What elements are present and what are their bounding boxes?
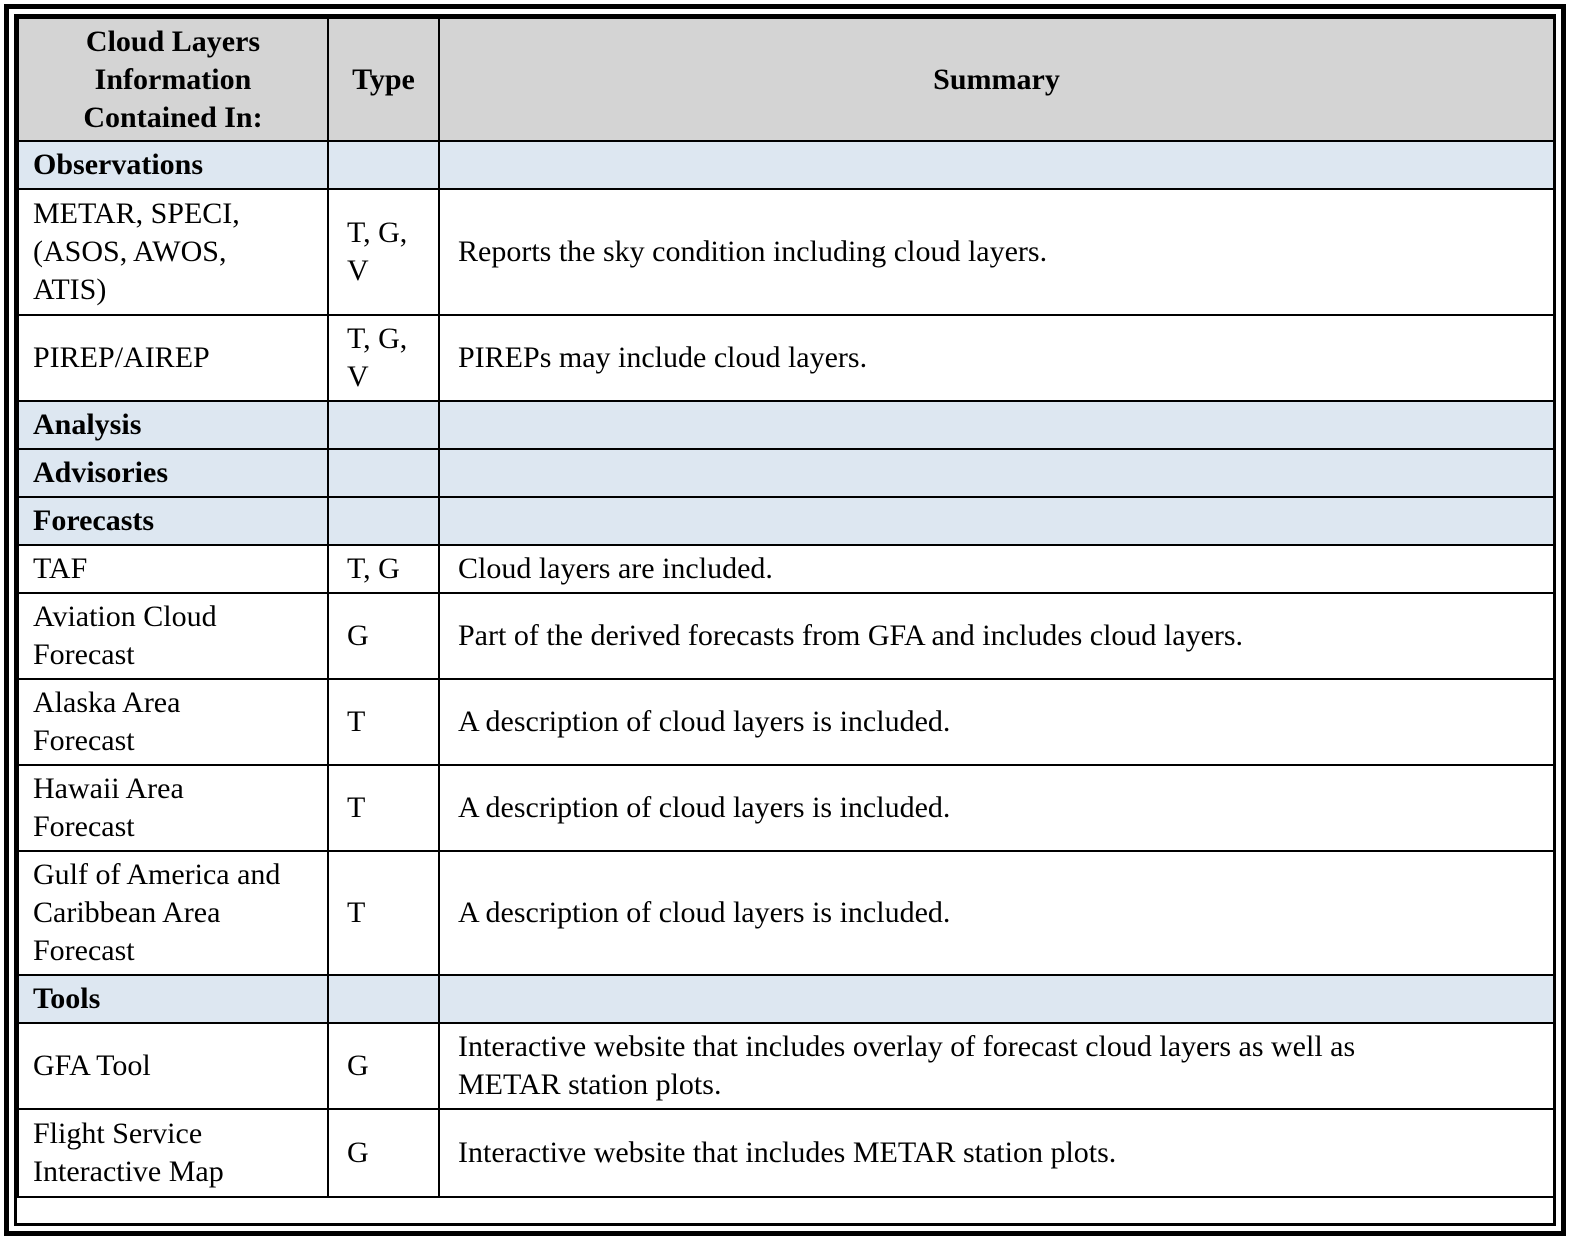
header-source: Cloud Layers Information Contained In:: [18, 18, 328, 141]
type-cell: T, G, V: [328, 189, 439, 315]
type-cell: T: [328, 765, 439, 851]
table-row: [18, 765, 1554, 851]
summary-cell: A description of cloud layers is included.: [439, 851, 1554, 975]
type-cell: G: [328, 1109, 439, 1197]
table-row: [18, 545, 1554, 593]
type-cell: T: [328, 851, 439, 975]
source-cell: Gulf of America and Caribbean Area Forecast: [18, 851, 328, 975]
type-cell: T, G, V: [328, 315, 439, 401]
source-cell: GFA Tool: [18, 1023, 328, 1109]
summary-cell: Reports the sky condition including cloud layers.: [439, 189, 1554, 315]
summary-cell: A description of cloud layers is included.: [439, 679, 1554, 765]
section-label: Tools: [18, 975, 328, 1023]
type-cell: T: [328, 679, 439, 765]
section-row-tools: [18, 975, 1554, 1023]
table-row: [18, 679, 1554, 765]
table-header-row: [18, 18, 1554, 141]
section-row-observations: [18, 141, 1554, 189]
summary-cell: Cloud layers are included.: [439, 545, 1554, 593]
table-row: [18, 1023, 1554, 1109]
source-cell: Hawaii Area Forecast: [18, 765, 328, 851]
type-cell: G: [328, 593, 439, 679]
table-row: [18, 1109, 1554, 1197]
summary-cell: Interactive website that includes METAR station plots.: [439, 1109, 1554, 1197]
section-label: Analysis: [18, 401, 328, 449]
summary-cell: A description of cloud layers is included.: [439, 765, 1554, 851]
section-label: Observations: [18, 141, 328, 189]
summary-cell: PIREPs may include cloud layers.: [439, 315, 1554, 401]
source-cell: Flight Service Interactive Map: [18, 1109, 328, 1197]
table-row: [18, 593, 1554, 679]
section-label: Advisories: [18, 449, 328, 497]
section-row-advisories: [18, 449, 1554, 497]
type-cell: G: [328, 1023, 439, 1109]
section-row-analysis: [18, 401, 1554, 449]
section-row-forecasts: [18, 497, 1554, 545]
source-cell: Aviation Cloud Forecast: [18, 593, 328, 679]
summary-cell: Part of the derived forecasts from GFA and includes cloud layers.: [439, 593, 1554, 679]
source-cell: Alaska Area Forecast: [18, 679, 328, 765]
cloud-layers-table: [17, 17, 1555, 1198]
source-cell: METAR, SPECI, (ASOS, AWOS, ATIS): [18, 189, 328, 315]
type-cell: T, G: [328, 545, 439, 593]
header-summary: Summary: [439, 18, 1554, 141]
source-cell: TAF: [18, 545, 328, 593]
table-row: [18, 315, 1554, 401]
table-row: [18, 189, 1554, 315]
section-label: Forecasts: [18, 497, 328, 545]
summary-cell: Interactive website that includes overlay of forecast cloud layers as well as METAR station plots.: [439, 1023, 1554, 1109]
source-cell: PIREP/AIREP: [18, 315, 328, 401]
table-row: [18, 851, 1554, 975]
header-type: Type: [328, 18, 439, 141]
